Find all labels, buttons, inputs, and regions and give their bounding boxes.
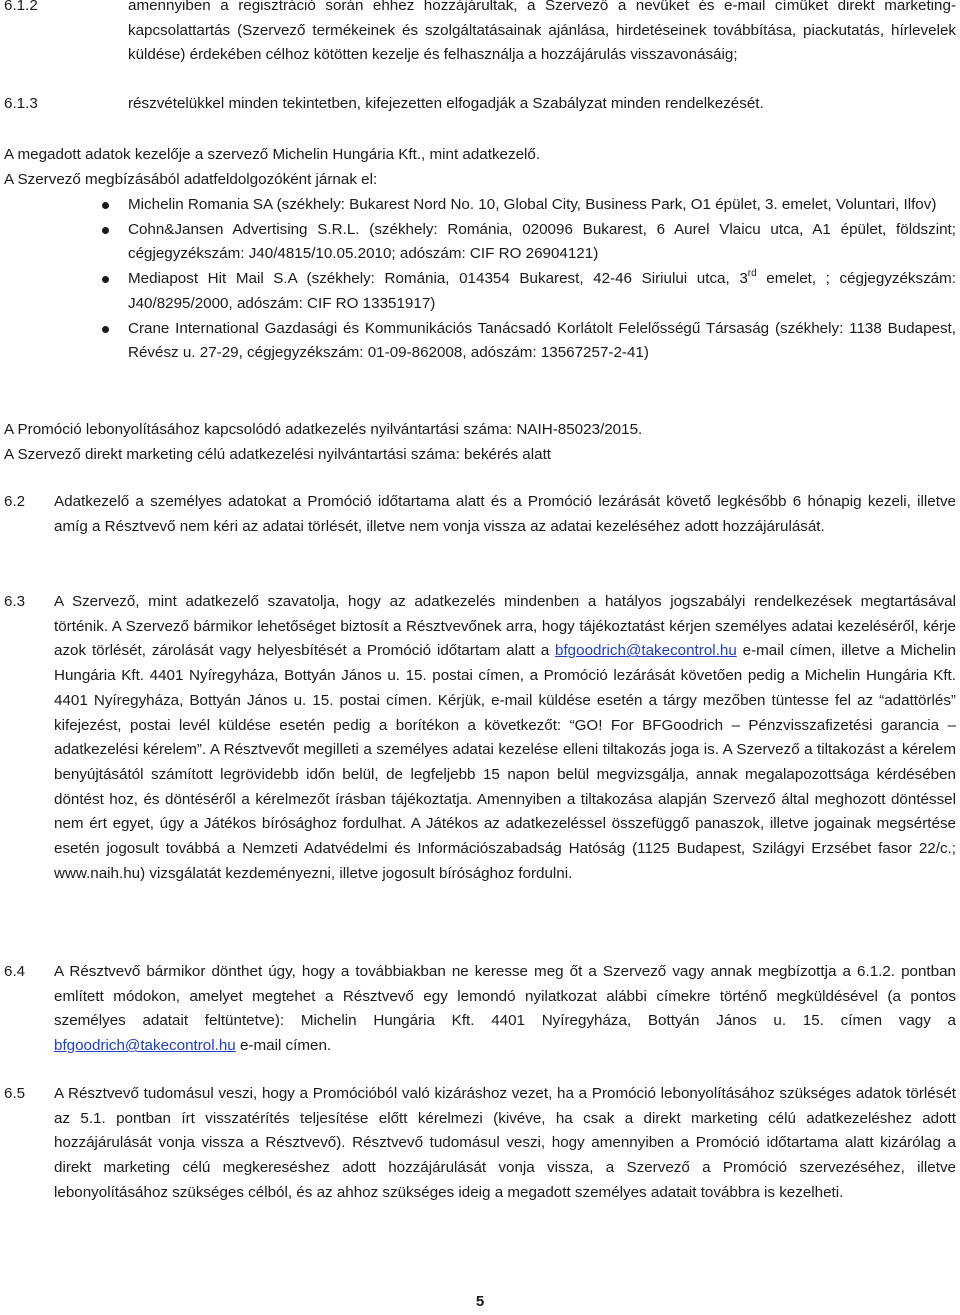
bullet-icon [102,227,109,234]
bullet-icon [102,276,109,283]
item-6-1-2 [4,0,956,68]
processors-list [4,193,956,366]
section-text: A Résztvevő tudomásul veszi, hogy a Promócióból való kizáráshoz vezet, ha a Promóció lebonyolításához szükséges adatok törlését az 5.1. pontban írt visszatérítés teljesítése előtt kérelmezi (kivéve, ha csak a direkt marketing célú adatkezeléshez adott hozzájárulását vonja vissza a Résztvevő). Résztvevő tudomásul veszi, hogy amennyiben a Promóció időtartama alatt kizárólag a direkt marketing célú megkereséshez adott hozzájárulását vonja vissza, a Szervező a Promóció szervezéséhez, illetve lebonyolításához szükséges célból, és az ahhoz szükséges ideig a megadott személyes adatait továbbra is kezelheti. [54,1085,956,1201]
page-number: 5 [475,1293,485,1310]
section-6-3 [4,590,956,886]
list-item [4,193,956,218]
item-number: 6.1.3 [4,95,38,112]
processors-intro: A Szervező megbízásából adatfeldolgozóként járnak el: [4,171,378,188]
processor-text: Mediapost Hit Mail S.A (székhely: Románia, 014354 Bukarest, 42-46 Siriului utca, 3rd emelet, ; cégjegyzékszám: J40/8295/2000, adószám: CIF RO 13351917) [128,268,956,312]
section-6-5 [4,1082,956,1206]
section-number: 6.4 [4,963,26,980]
list-item [4,218,956,267]
bullet-icon [102,326,109,333]
registry-line: A Szervező direkt marketing célú adatkezelési nyilvántartási száma: bekérés alatt [4,446,552,463]
item-6-1-3 [4,92,956,117]
processor-text: Michelin Romania SA (székhely: Bukarest Nord No. 10, Global City, Business Park, O1 épület, 3. emelet, Voluntari, Ilfov) [128,196,937,213]
section-text: Adatkezelő a személyes adatokat a Promóció időtartama alatt és a Promóció lezárását követő legkésőbb 6 hónapig kezeli, illetve amíg a Résztvevő nem kéri az adatai törlését, illetve nem vonja vissza az adatai kezeléséhez adott hozzájárulását. [54,493,956,535]
item-number: 6.1.2 [4,0,38,14]
email-link[interactable]: bfgoodrich@takecontrol.hu [54,1037,236,1055]
item-text: amennyiben a regisztráció során ehhez hozzájárultak, a Szervező a nevüket és e-mail címüket direkt marketing-kapcsolattartás (Szervező termékeinek és szolgáltatásainak ajánlása, hirdetéseinek továbbítása, piackutatás, hírlevelek küldése) érdekében célhoz kötötten kezelje és felhasználja a hozzájárulás visszavonásáig; [128,0,956,64]
bullet-icon [102,202,109,209]
registry-line: A Promóció lebonyolításához kapcsolódó adatkezelés nyilvántartási száma: NAIH-85023/2015. [4,421,643,438]
section-6-4 [4,960,956,1059]
section-text: A Résztvevő bármikor dönthet úgy, hogy a továbbiakban ne keresse meg őt a Szervező vagy annak megbízottja a 6.1.2. pontban említett módokon, amelyet megtehet a Résztvevő egy lemondó nyilatkozat alábbi címekre történő megküldésével (a pontos személyes adatait feltüntetve): Michelin Hungária Kft. 4401 Nyíregyháza, Bottyán János u. 15. címen vagy a bfgoodrich@takecontrol.hu e-mail címen. [54,963,956,1055]
item-text: részvételükkel minden tekintetben, kifejezetten elfogadják a Szabályzat minden rendelkezését. [128,95,764,112]
email-link[interactable]: bfgoodrich@takecontrol.hu [555,642,737,660]
section-number: 6.3 [4,593,26,610]
controller-line: A megadott adatok kezelője a szervező Michelin Hungária Kft., mint adatkezelő. [4,146,541,163]
processor-text: Cohn&Jansen Advertising S.R.L. (székhely: Románia, 020096 Bukarest, 6 Aurel Vlaicu utca, A1 épület, földszint; cégjegyzékszám: J40/4815/10.05.2010; adószám: CIF RO 26904121) [128,220,956,263]
list-item [4,317,956,366]
section-number: 6.2 [4,493,26,510]
section-6-2 [4,490,956,539]
section-text: A Szervező, mint adatkezelő szavatolja, hogy az adatkezelés mindenben a hatályos jogszabályi rendelkezések megtartásával történik. A Szervező bármikor lehetőséget biztosít a Résztvevőnek arra, hogy tájékoztatást kérjen személyes adatai kezeléséről, kérje azok törlését, zárolását vagy helyesbítését a Promóció időtartam alatt a bfgoodrich@takecontrol.hu e-mail címen, illetve a Michelin Hungária Kft. 4401 Nyíregyháza, Bottyán János u. 15. postai címen, a Promóció lezárását követően pedig a Michelin Hungária Kft. 4401 Nyíregyháza, Bottyán János u. 15. postai címen. Kérjük, e-mail küldése esetén a tárgy mezőben tüntesse fel az “adattörlés” kifejezést, postai levél küldése esetén pedig a borítékon a következőt: “GO! For BFGoodrich – Pénzvisszafizetési garancia – adatkezelési kérelem”. A Résztvevőt megilleti a személyes adatai kezelése elleni tiltakozás joga is. A Szervező a tiltakozást a kérelem benyújtásától számított legrövidebb időn belül, de legfeljebb 15 napon belül megvizsgálja, annak megalapozottsága kérdésében döntést hoz, és döntéséről a kérelmezőt írásban tájékoztatja. Amennyiben a tiltakozása alapján Szervező által meghozott döntéssel nem ért egyet, úgy a Játékos bírósághoz fordulhat. A Játékos az adatkezeléssel összefüggő panaszok, illetve jogainak megsértése esetén jogosult továbbá a Nemzeti Adatvédelmi és Információszabadság Hatóság (1125 Budapest, Szilágyi Erzsébet fasor 22/c.; www.naih.hu) vizsgálatát kezdeményezni, illetve jogosult bírósághoz fordulni. [54,593,956,882]
section-number: 6.5 [4,1085,26,1102]
processor-text: Crane International Gazdasági és Kommunikációs Tanácsadó Korlátolt Felelősségű Társaság (székhely: 1138 Budapest, Révész u. 27-29, cégjegyzékszám: 01-09-862008, adószám: 13567257-2-41) [128,319,956,362]
list-item [4,267,956,316]
